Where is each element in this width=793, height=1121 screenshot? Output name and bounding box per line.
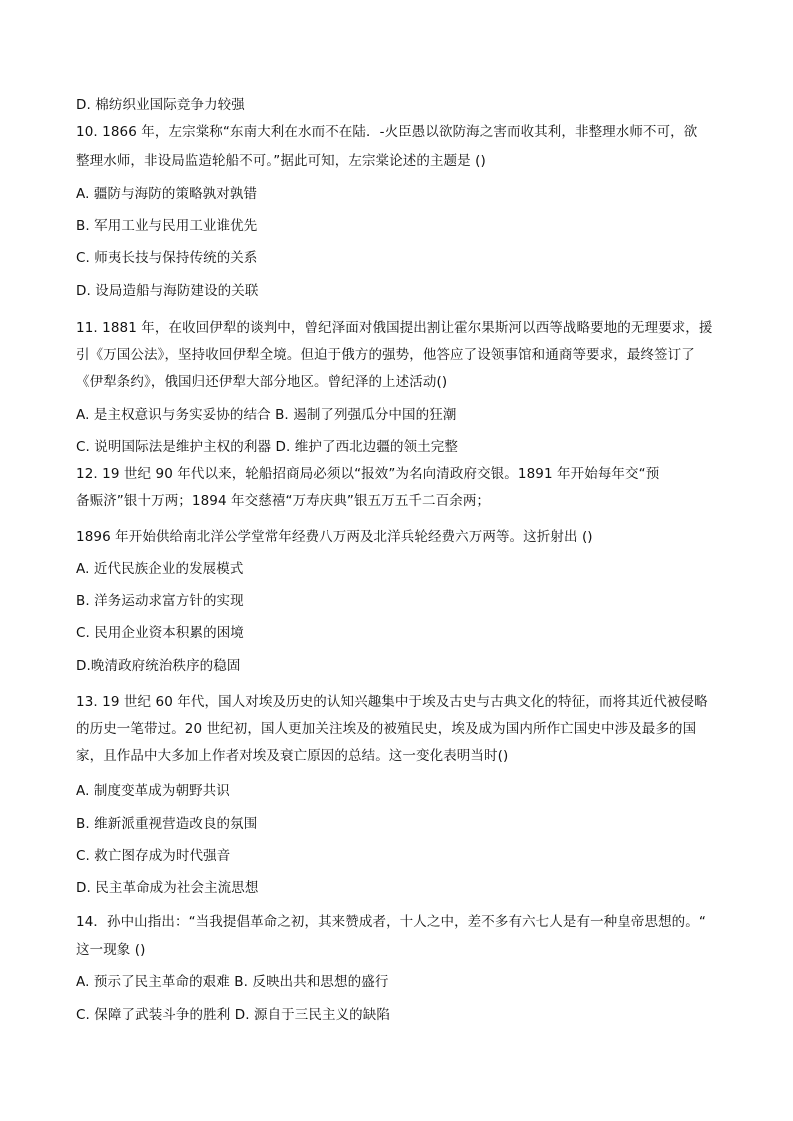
text-line: D. 棉纺织业国际竞争力较强 <box>76 97 245 113</box>
text-line: B. 维新派重视营造改良的氛围 <box>76 816 258 832</box>
text-line: A. 预示了民主革命的艰难 B. 反映出共和思想的盛行 <box>76 974 389 990</box>
text-line: A. 是主权意识与务实妥协的结合 B. 遏制了列强瓜分中国的狂潮 <box>76 407 457 423</box>
text-line: 12. 19 世纪 90 年代以来，轮船招商局必须以“报效”为名向清政府交银。1891 年开始每年交“预 <box>76 466 660 482</box>
text-line: 13. 19 世纪 60 年代，国人对埃及历史的认知兴趣集中于埃及古史与古典文化的特征，而将其近代被侵略 <box>76 694 708 710</box>
text-line: C. 师夷长技与保持传统的关系 <box>76 250 258 266</box>
text-line: 14．孙中山指出：“当我提倡革命之初，其来赞成者，十人之中，差不多有六七人是有一种皇帝思想的。“ <box>76 914 706 930</box>
text-line: 引《万国公法》，坚持收回伊犁全境。但迫于俄方的强势，他答应了设领事馆和通商等要求，最终签订了 <box>76 347 695 363</box>
text-line: 1896 年开始供给南北洋公学堂常年经费八万两及北洋兵轮经费六万两等。这折射出 () <box>76 529 593 545</box>
text-line: C. 救亡图存成为时代强音 <box>76 848 231 864</box>
text-line: 家，且作品中大多加上作者对埃及衰亡原因的总结。这一变化表明当时() <box>76 748 509 764</box>
text-line: A. 近代民族企业的发展模式 <box>76 561 244 577</box>
text-line: A. 制度变革成为朝野共识 <box>76 783 230 799</box>
text-line: C. 民用企业资本积累的困境 <box>76 625 244 641</box>
text-line: C. 保障了武装斗争的胜利 D. 源自于三民主义的缺陷 <box>76 1007 390 1023</box>
text-line: D. 民主革命成为社会主流思想 <box>76 880 259 896</box>
text-line: 《伊犁条约》，俄国归还伊犁大部分地区。曾纪泽的上述活动() <box>76 374 448 390</box>
text-line: A. 疆防与海防的策略孰对孰错 <box>76 186 258 202</box>
text-line: 10. 1866 年，左宗棠称“东南大利在水而不在陆．-火臣愚以欲防海之害而收其利，非整理水师不可，欲 <box>76 124 698 140</box>
text-line: 备赈济”银十万两；1894 年交慈禧“万寿庆典”银五万五千二百余两； <box>76 493 491 509</box>
text-line: C. 说明国际法是维护主权的利器 D. 维护了西北边疆的领土完整 <box>76 439 458 455</box>
text-line: D. 设局造船与海防建设的关联 <box>76 283 259 299</box>
text-line: B. 军用工业与民用工业谁优先 <box>76 218 258 234</box>
text-line: 整理水师，非设局监造轮船不可。”据此可知，左宗棠论述的主题是 () <box>76 153 486 169</box>
text-line: B. 洋务运动求富方针的实现 <box>76 593 244 609</box>
text-line: 11. 1881 年，在收回伊犁的谈判中，曾纪泽面对俄国提出割让霍尔果斯河以西等战略要地的无理要求，援 <box>76 320 713 336</box>
text-line: 这一现象 () <box>76 942 146 958</box>
text-line: 的历史一笔带过。20 世纪初，国人更加关注埃及的被殖民史，埃及成为国内所作亡国史中涉及最多的国 <box>76 721 697 737</box>
text-line: D.晚清政府统治秩序的稳固 <box>76 658 241 674</box>
